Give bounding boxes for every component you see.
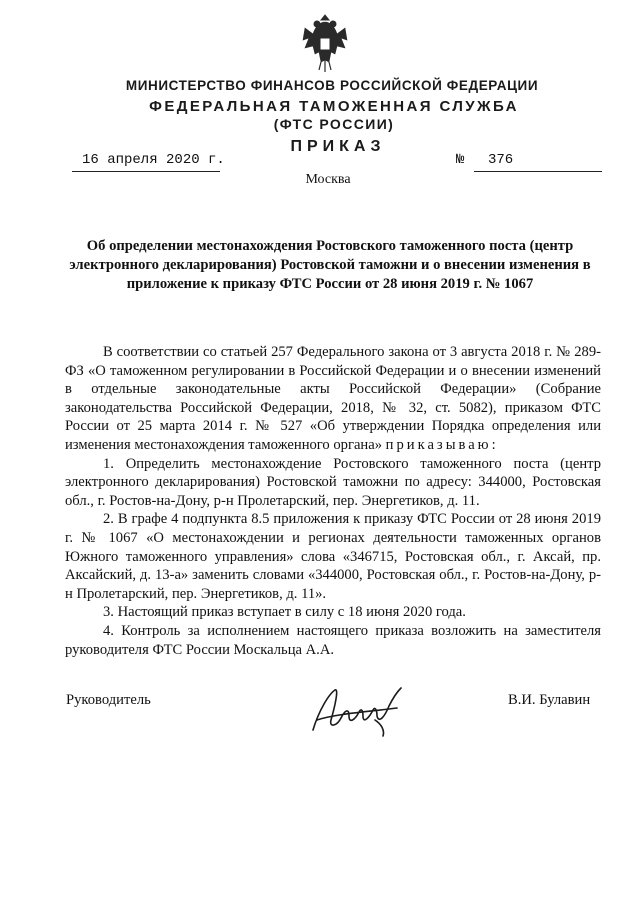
document-type: ПРИКАЗ	[290, 138, 386, 155]
item-1-paragraph: 1. Определить местонахождение Ростовского таможенного поста (центр электронного декларирования) Ростовской таможни по адресу: 344000, Ростовская обл., г. Ростов-на-Дону, р-н Пролетарский, пер. Энергетиков, д. 11.	[65, 455, 601, 509]
signer-role: Руководитель	[66, 692, 151, 708]
preamble-text: В соответствии со статьей 257 Федерального закона от 3 августа 2018 г. № 289-ФЗ «О таможенном регулировании в Российской Федерации и о внесении изменений в отдельные законодательные акты Российской Федерации» (Собрание законодательства Российской Федерации, 2018, № 32, ст. 5082), приказом ФТС России от 25 марта 2014 г. № 527 «Об утверждении Порядка определения или изменения местонахождения таможенного органа»	[65, 344, 601, 453]
service-name: ФЕДЕРАЛЬНАЯ ТАМОЖЕННАЯ СЛУЖБА	[149, 98, 519, 115]
number-sign: №	[456, 152, 465, 168]
double-headed-eagle-emblem	[301, 14, 349, 74]
handwritten-signature	[305, 680, 415, 740]
item-2-paragraph: 2. В графе 4 подпункта 8.5 приложения к приказу ФТС России от 28 июня 2019 г. № 1067 «О местонахождении и регионах деятельности таможенных органов Южного таможенного управления» слова «346715, Ростовская обл., г. Аксай, пр. Аксайский, д. 13-а» заменить словами «344000, Ростовская обл., г. Ростов-на-Дону, р-н Пролетарский, пер. Энергетиков, д. 11».	[65, 511, 601, 602]
item-3-paragraph: 3. Настоящий приказ вступает в силу с 18 июня 2020 года.	[103, 604, 466, 621]
order-date: 16 апреля 2020 г.	[82, 152, 225, 168]
ministry-name: МИНИСТЕРСТВО ФИНАНСОВ РОССИЙСКОЙ ФЕДЕРАЦИИ	[125, 78, 539, 93]
order-keyword: приказываю:	[385, 436, 499, 453]
city: Москва	[305, 172, 351, 187]
signer-name: В.И. Булавин	[508, 692, 591, 708]
document-title: Об определении местонахождения Ростовского таможенного поста (центр электронного декларирования) Ростовской таможни и о внесении изменения в приложение к приказу ФТС России от 28 июня 2019 г. № 1067	[69, 238, 591, 292]
document-body	[65, 343, 601, 659]
preamble-paragraph	[65, 343, 601, 455]
item-4-paragraph: 4. Контроль за исполнением настоящего приказа возложить на заместителя руководителя ФТС России Москальца А.А.	[65, 622, 601, 658]
order-number: 376	[488, 152, 514, 168]
service-abbreviation: (ФТС РОССИИ)	[273, 116, 395, 132]
